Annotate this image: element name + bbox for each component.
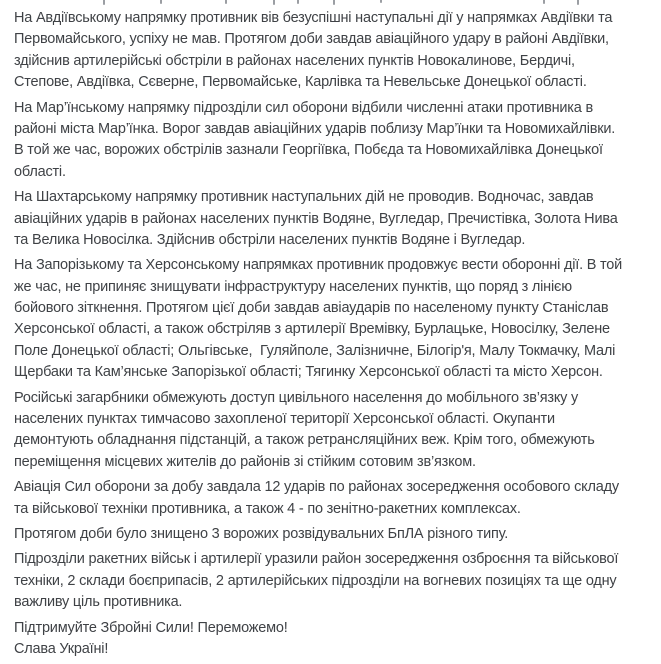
- text-line: Щербаки та Кам’янське Запорізької області; Тягинку Херсонської області та місто Херсон.: [14, 364, 603, 381]
- letter-fragment: [380, 0, 382, 3]
- text-line: здійснив артилерійські обстріли в районах населених пунктів Новокалинове, Бердичі,: [14, 52, 575, 69]
- letter-fragment: [273, 0, 275, 5]
- text-line: В той же час, ворожих обстрілів зазнали Георгіївка, Побєда та Новомихайлівка Донецької: [14, 142, 603, 159]
- text-line: Слава Україні!: [14, 640, 109, 657]
- text-line: переміщення місцевих жителів до районів зі стійким сотовим зв’язком.: [14, 453, 476, 470]
- paragraph-1: [14, 8, 646, 94]
- paragraph-4: [14, 255, 646, 383]
- text-line: населених пунктах тимчасово захопленої території Херсонської області. Окупанти: [14, 411, 555, 428]
- text-line: же час, не припиняє знищувати інфраструктуру населених пунктів, що поряд з лінією: [14, 278, 572, 295]
- paragraph-8: [14, 549, 646, 613]
- paragraph-2: [14, 98, 646, 184]
- text-line: Поле Донецької області; Ольгівське, Гуляйполе, Залізничне, Білогір'я, Малу Токмачку, Малі: [14, 342, 616, 359]
- text-line: Підрозділи ракетних військ і артилерії уразили район зосередження озброєння та військової: [14, 551, 619, 568]
- text-line: районі міста Мар’їнка. Ворог завдав авіаційних ударів поблизу Мар’їнки та Новомихайлівки.: [14, 120, 616, 137]
- text-line: авіаційних ударів в районах населених пунктів Водяне, Вугледар, Пречистівка, Золота Нива: [14, 210, 618, 227]
- text-line: Степове, Авдіївка, Сєверне, Первомайське, Карлівка та Невельське Донецької області.: [14, 74, 587, 91]
- text-line: області.: [14, 163, 66, 180]
- text-line: Підтримуйте Збройні Сили! Переможемо!: [14, 619, 288, 636]
- text-line: Протягом доби було знищено 3 ворожих розвідувальних БпЛА різного типу.: [14, 525, 509, 542]
- paragraph-6: [14, 477, 646, 520]
- text-line: Авіація Сил оборони за добу завдала 12 ударів по районах зосередження особового складу: [14, 479, 619, 496]
- text-line: та Велика Новосілка. Здійснив обстріли населених пунктів Водяне і Вугледар.: [14, 231, 526, 248]
- post-paragraphs: [14, 8, 646, 660]
- text-line: Херсонської області, а також обстріляв з артилерії Времівку, Бурлацьке, Новосілку, Зелене: [14, 321, 610, 338]
- paragraph-7: [14, 524, 646, 545]
- paragraph-5: [14, 388, 646, 474]
- text-line: техніки, 2 склади боєприпасів, 2 артилерійських підрозділи на вогневих позиціях та ще одну: [14, 572, 617, 589]
- letter-fragment: [577, 0, 579, 5]
- text-line: На Авдіївському напрямку противник вів безуспішні наступальні дії у напрямках Авдіївки та: [14, 10, 613, 26]
- text-line: На Мар’їнському напрямку підрозділи сил оборони відбили численні атаки противника в: [14, 99, 593, 116]
- text-line: демонтують обладнання підстанцій, а також ретрансляційних веж. Крім того, обмежують: [14, 432, 595, 449]
- letter-fragment: [225, 0, 227, 4]
- post-body: [14, 8, 646, 664]
- letter-fragment: [103, 0, 105, 5]
- clipped-previous-line: [0, 0, 661, 7]
- letter-fragment: [297, 0, 299, 4]
- paragraph-9: [14, 618, 646, 661]
- letter-fragment: [543, 0, 545, 4]
- text-line: бойового зіткнення. Протягом цієї доби завдав авіаударів по населеному пункту Станіслав: [14, 300, 609, 317]
- text-line: Російські загарбники обмежують доступ цивільного населення до мобільного зв’язку у: [14, 389, 579, 406]
- text-line: На Шахтарському напрямку противник наступальних дій не проводив. Водночас, завдав: [14, 189, 594, 206]
- text-line: На Запорізькому та Херсонському напрямках противник продовжує вести оборонні дії. В той: [14, 257, 623, 274]
- paragraph-3: [14, 187, 646, 251]
- text-line: та військової техніки противника, а також 4 - по зенітно-ракетних комплексах.: [14, 500, 521, 517]
- text-line: Первомайського, успіху не мав. Протягом доби завдав авіаційного удару в районі Авдіївки,: [14, 31, 609, 48]
- text-line: важливу ціль противника.: [14, 594, 183, 611]
- letter-fragment: [333, 0, 335, 5]
- letter-fragment: [160, 0, 162, 4]
